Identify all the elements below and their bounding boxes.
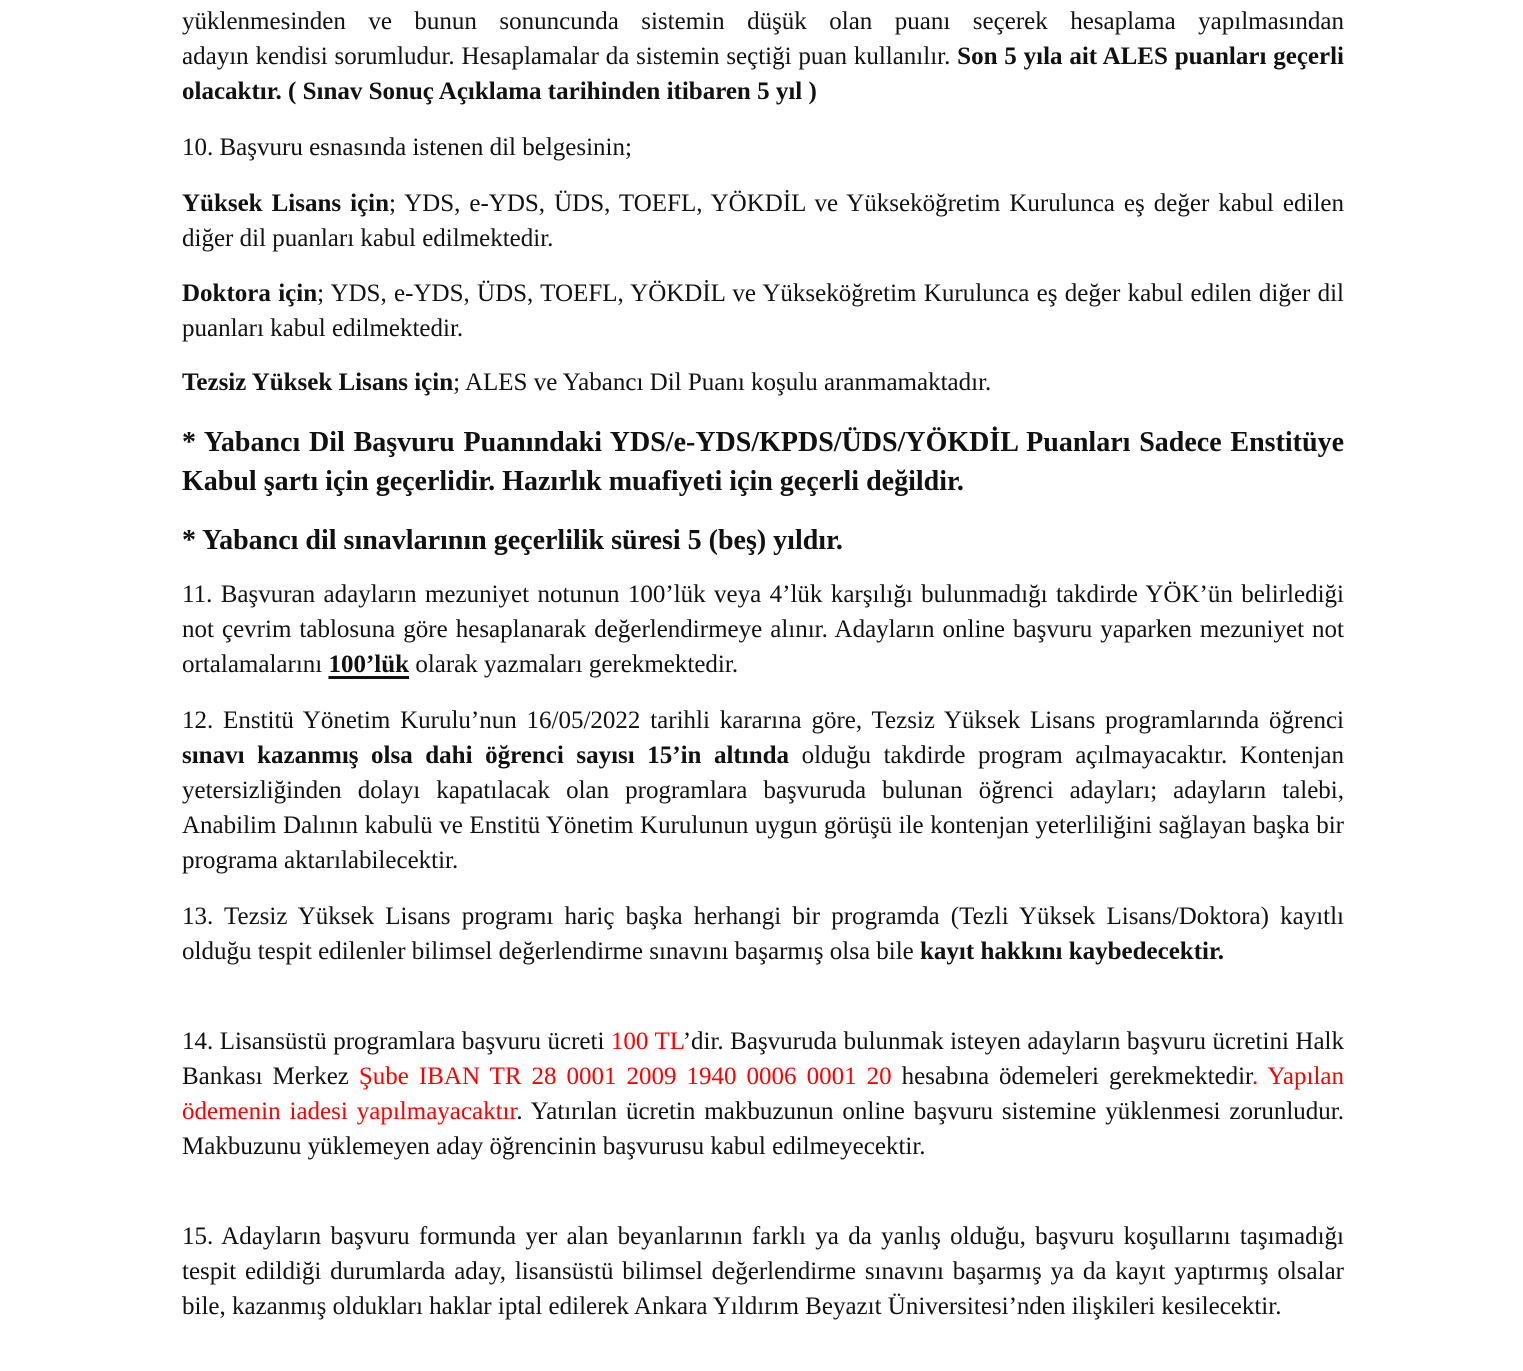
paragraph-12-text-after: olduğu takdirde program açılmayacaktır. Kontenjan yetersizliğinden dolayı kapatılacak olan programlara başvuruda bulunan öğrenci adayları; adayların talebi, Anabilim Dalının kabulü ve Enstitü Yönetim Kurulunun uygun görüşü ile kontenjan yeterliliğini sağlayan başka bir programa aktarılabilecektir. bbox=[182, 742, 1345, 874]
paragraph-ales-validity bbox=[182, 39, 1344, 109]
paragraph-13-text: 13. Tezsiz Yüksek Lisans programı hariç başka herhangi bir programda (Tezli Yüksek Lisans/Doktora) kayıtlı olduğu tespit edilenler bilimsel değerlendirme sınavını başarmış olsa bile bbox=[182, 903, 1344, 965]
note-language-scores-text: * Yabancı Dil Başvuru Puanındaki YDS/e-YDS/KPDS/ÜDS/YÖKDİL Puanları Sadece Enstitüye Kabul şartı için geçerlidir. Hazırlık muafiyeti için geçerli değildir. bbox=[182, 427, 1344, 497]
paragraph-14-text-3: hesabına ödemeleri gerekmektedir bbox=[891, 1063, 1253, 1090]
iban-number: Şube IBAN TR 28 0001 2009 1940 0006 0001 20 bbox=[358, 1063, 892, 1090]
paragraph-14 bbox=[182, 1024, 1344, 1164]
note-language-validity-text: * Yabancı dil sınavlarının geçerlilik süresi 5 (beş) yıldır. bbox=[182, 525, 843, 556]
paragraph-15-text: 15. Adayların başvuru formunda yer alan beyanlarının farklı ya da yanlış olduğu, başvuru koşullarını taşımadığı tespit edildiği durumlarda aday, lisansüstü bilimsel değerlendirme sınavını başarmış ya da kayıt yaptırmış olsalar bile, kazanmış oldukları haklar iptal edilerek Ankara Yıldırım Beyazıt Üniversitesi’nden ilişkileri kesilecektir. bbox=[182, 1223, 1344, 1320]
note-language-validity bbox=[182, 521, 1344, 560]
paragraph-14-text-2: ’dir. Başvuruda bulunmak isteyen adayların başvuru ücretini Halk Bankası Merkez bbox=[182, 1028, 1344, 1090]
yuksek-lisans-text: ; YDS, e-YDS, ÜDS, TOEFL, YÖKDİL ve Yükseköğretim Kurulunca eş değer kabul edilen diğer dil puanları kabul edilmektedir. bbox=[182, 190, 1344, 252]
paragraph-11-text-before: 11. Başvuran adayların mezuniyet notunun 100’lük veya 4’lük karşılığı bulunmadığı takdirde YÖK’ün belirlediği not çevrim tablosuna göre hesaplanarak değerlendirmeye alınır. Adayların online başvuru yaparken mezuniyet not ortalamalarını bbox=[182, 581, 1344, 678]
paragraph-12 bbox=[182, 703, 1344, 878]
doktora-text: ; YDS, e-YDS, ÜDS, TOEFL, YÖKDİL ve Yükseköğretim Kurulunca eş değer kabul edilen diğer dil puanları kabul edilmektedir. bbox=[182, 280, 1344, 342]
doktora-label: Doktora için bbox=[182, 280, 318, 307]
paragraph-12-text-before: 12. Enstitü Yönetim Kurulu’nun 16/05/2022 tarihli kararına göre, Tezsiz Yüksek Lisans programlarında öğrenci bbox=[182, 707, 1344, 734]
paragraph-11 bbox=[182, 577, 1344, 682]
paragraph-top-line1-text: yüklenmesinden ve bunun sonuncunda sistemin düşük olan puanı seçerek hesaplama yapılmasından bbox=[182, 8, 1344, 35]
tezsiz-label: Tezsiz Yüksek Lisans için bbox=[182, 369, 454, 396]
no-refund-notice: . Yapılan ödemenin iadesi yapılmayacaktır bbox=[182, 1063, 1344, 1125]
paragraph-ales-text: adayın kendisi sorumludur. Hesaplamalar da sistemin seçtiği puan kullanılır. bbox=[182, 43, 958, 70]
tezsiz-text: ; ALES ve Yabancı Dil Puanı koşulu aranmamaktadır. bbox=[453, 369, 992, 396]
paragraph-15 bbox=[182, 1219, 1344, 1324]
paragraph-doktora bbox=[182, 276, 1344, 346]
paragraph-11-text-after: olarak yazmaları gerekmektedir. bbox=[409, 651, 739, 678]
paragraph-yuksek-lisans bbox=[182, 186, 1344, 256]
paragraph-14-text-4: . Yatırılan ücretin makbuzunun online başvuru sistemine yüklenmesi zorunludur. Makbuzunu yüklemeyen aday öğrencinin başvurusu kabul edilmeyecektir. bbox=[182, 1098, 1344, 1160]
application-fee: 100 TL bbox=[610, 1028, 683, 1055]
paragraph-11-emphasis: 100’lük bbox=[328, 651, 410, 678]
paragraph-ales-bold: Son 5 yıla ait ALES puanları geçerli olacaktır. ( Sınav Sonuç Açıklama tarihinden itibaren 5 yıl ) bbox=[182, 43, 1345, 105]
paragraph-14-text-1: 14. Lisansüstü programlara başvuru ücreti bbox=[182, 1028, 611, 1055]
paragraph-top-line1 bbox=[182, 4, 1344, 39]
paragraph-12-bold: sınavı kazanmış olsa dahi öğrenci sayısı 15’in altında bbox=[182, 742, 790, 769]
paragraph-10-text: 10. Başvuru esnasında istenen dil belgesinin; bbox=[182, 134, 632, 161]
paragraph-10 bbox=[182, 130, 1344, 165]
note-language-scores bbox=[182, 423, 1344, 501]
paragraph-13 bbox=[182, 899, 1344, 969]
paragraph-tezsiz bbox=[182, 365, 1344, 400]
paragraph-13-bold: kayıt hakkını kaybedecektir. bbox=[920, 938, 1225, 965]
yuksek-lisans-label: Yüksek Lisans için bbox=[182, 190, 390, 217]
